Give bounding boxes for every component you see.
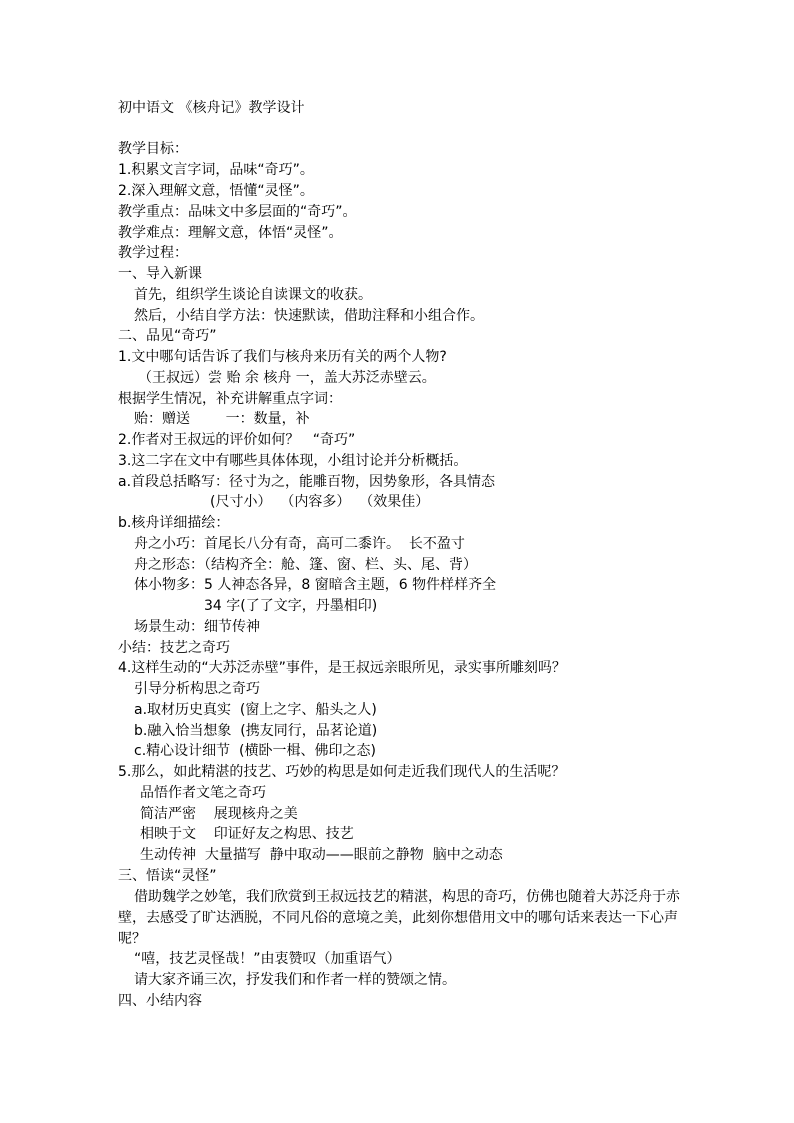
section-heading-4: 四、小结内容 [118,993,202,1009]
goals-heading: 教学目标： [118,141,188,157]
question-5-point-a: 简洁严密 展现核舟之美 [140,806,298,822]
question-1-note: 根据学生情况，补充讲解重点字词： [118,391,342,407]
question-4-lead: 引导分析构思之奇巧 [134,681,260,697]
question-1: 1.文中哪句话告诉了我们与核舟来历有关的两个人物? [118,349,447,365]
document-title: 初中语文 《核舟记》教学设计 [118,100,305,116]
section-heading-1: 一、导入新课 [118,266,202,282]
process-heading: 教学过程： [118,245,188,261]
question-3-point-b: b.核舟详细描绘： [118,515,230,531]
question-4: 4.这样生动的“大苏泛赤壁”事件，是王叔远亲眼所见，录实事所雕刻吗？ [118,660,566,676]
question-4-point-c: c.精心设计细节 (横卧一楫、佛印之态) [134,743,376,759]
goal-item-2: 2.深入理解文意，悟懂“灵怪”。 [118,183,314,199]
question-2: 2.作者对王叔远的评价如何？ “奇巧” [118,432,356,448]
section-heading-3: 三、悟读“灵怪” [118,868,217,884]
teaching-difficulty: 教学难点：理解文意，体悟“灵怪”。 [118,225,343,241]
boat-shape: 舟之形态：（结构齐全：舱、篷、窗、栏、头、尾、背） [134,557,477,573]
question-5-point-c: 生动传神 大量描写 静中取动——眼前之静物 脑中之动态 [140,847,503,863]
section3-quote: “嘻，技艺灵怪哉！”由衷赞叹（加重语气） [134,951,401,967]
question-4-point-b: b.融入恰当想象 (携友同行，品茗论道) [134,723,378,739]
summary-line: 小结：技艺之奇巧 [118,640,230,656]
boat-small-size: 舟之小巧：首尾长八分有奇，高可二黍许。 长不盈寸 [134,536,465,552]
question-1-answer: （王叔远）尝 贻 余 核舟 一，盖大苏泛赤壁云。 [138,370,436,386]
boat-many-objects: 体小物多：5 人神态各异，8 窗暗含主题，6 物件样样齐全 [134,577,497,593]
boat-many-objects-note: 34 字(了了文字，丹墨相印) [204,598,378,614]
section-heading-2: 二、品见“奇巧” [118,328,217,344]
section3-recite: 请大家齐诵三次，抒发我们和作者一样的赞颂之情。 [134,972,456,988]
teaching-focus: 教学重点：品味文中多层面的“奇巧”。 [118,204,357,220]
section1-step-1: 首先，组织学生谈论自读课文的收获。 [134,287,372,303]
goal-item-1: 1.积累文言字词，品味“奇巧”。 [118,162,314,178]
question-4-point-a: a.取材历史真实 (窗上之字、船头之人) [134,702,377,718]
question-5: 5.那么，如此精湛的技艺、巧妙的构思是如何走近我们现代人的生活呢？ [118,764,566,780]
question-3: 3.这二字在文中有哪些具体体现，小组讨论并分析概括。 [118,453,468,469]
question-1-words: 贻：赠送 一：数量，补 [134,411,310,427]
question-3-point-a: a.首段总括略写：径寸为之，能雕百物，因势象形，各具情态 [118,474,496,490]
section1-step-2: 然后，小结自学方法：快速默读，借助注释和小组合作。 [134,308,484,324]
question-3-point-a-notes: (尺寸小） （内容多） （效果佳） [210,494,430,510]
question-5-point-b: 相映于文 印证好友之构思、技艺 [140,826,354,842]
boat-vivid-scene: 场景生动：细节传神 [134,619,260,635]
section3-paragraph: 借助魏学之妙笔，我们欣赏到王叔远技艺的精湛，构思的奇巧，仿佛也随着大苏泛舟于赤壁，去感受了旷达洒脱，不同凡俗的意境之美，此刻你想借用文中的哪句话来表达一下心声呢？ [118,889,680,947]
question-5-lead: 品悟作者文笔之奇巧 [140,785,266,801]
